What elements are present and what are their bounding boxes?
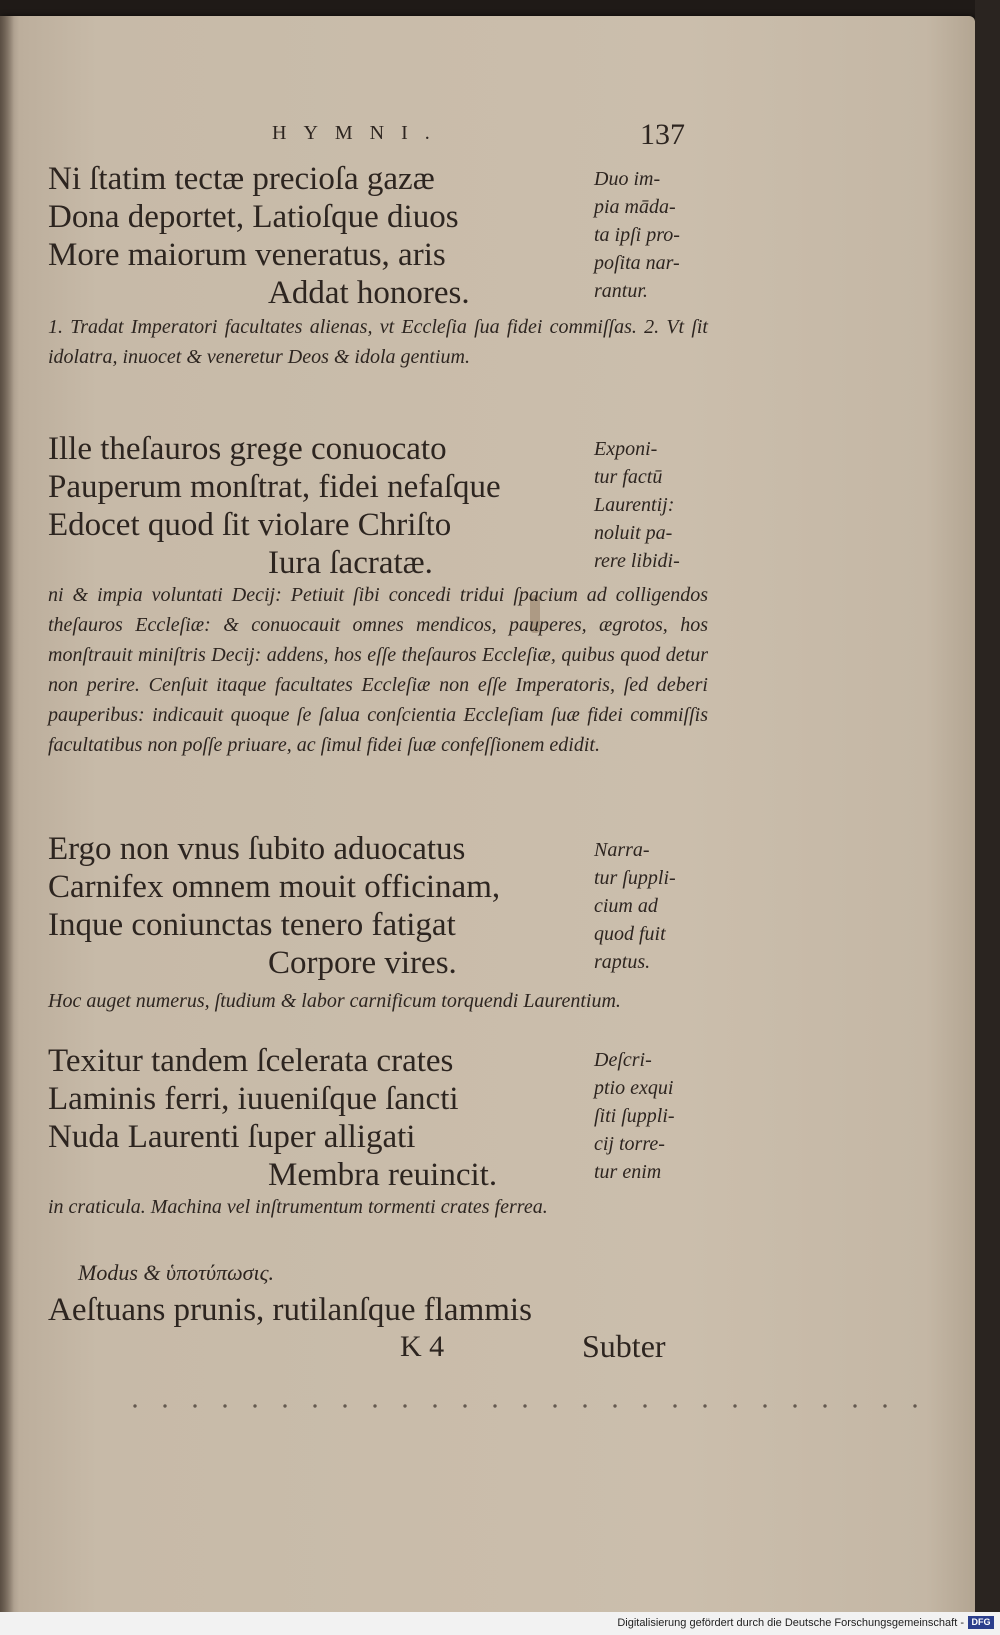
margin-line: Exponi- xyxy=(594,438,658,460)
commentary-4: in craticula. Machina vel inſtrumentum tormenti crates ferrea. xyxy=(48,1196,548,1218)
catchword: Subter xyxy=(582,1328,666,1364)
margin-line: rantur. xyxy=(594,280,648,302)
verse-line: Ni ſtatim tectæ precioſa gazæ xyxy=(48,161,435,197)
page-edge xyxy=(975,0,1000,1612)
footer-credit: Digitalisierung gefördert durch die Deutsche Forschungsgemeinschaft - xyxy=(617,1617,964,1629)
margin-line: Laurentij: xyxy=(594,494,675,516)
stanza-1 xyxy=(48,160,470,312)
commentary-1: 1. Tradat Imperatori facultates alienas, vt Eccleſia ſua fidei commiſſas. 2. Vt ſit idolatra, inuocet & veneretur Deos & idola gentium. xyxy=(48,316,708,368)
verse-line: Membra reuincit. xyxy=(268,1157,498,1193)
margin-note-4 xyxy=(594,1046,694,1186)
verse-line: Edocet quod ſit violare Chriſto xyxy=(48,507,452,543)
verse-line: Carnifex omnem mouit officinam, xyxy=(48,869,501,905)
commentary-2: ni & impia voluntati Decij: Petiuit ſibi concedi tridui ſpacium ad colligendos theſauros Eccleſiæ: & conuocauit omnes mendicos, pauperes, ægrotos, hos monſtrauit miniſtris Decij: addens, hos eſſe theſauros Eccleſiæ, quibus quod detur non perire. Cenſuit itaque facultates Eccleſiæ non eſſe Imperatoris, ſed deberi pauperibus: indicauit quoque ſe ſalua conſcientia Eccleſiam ſuæ fidei commiſſis facultatibus non poſſe priuare, ac ſimul fidei ſuæ confeſſionem edidit. xyxy=(48,584,708,756)
verse-line: Laminis ferri, iuueniſque ſancti xyxy=(48,1081,459,1117)
dotted-rule xyxy=(120,1398,940,1414)
margin-line: tur enim xyxy=(594,1161,662,1183)
greek-note: Modus & ὑποτύπωσις. xyxy=(78,1260,275,1285)
margin-line: poſita nar- xyxy=(594,252,680,274)
margin-line: tur ſuppli- xyxy=(594,867,676,889)
stanza-2 xyxy=(48,430,501,582)
verse-line: Ergo non vnus ſubito aduocatus xyxy=(48,831,466,867)
margin-line: ſiti ſuppli- xyxy=(594,1105,675,1127)
running-head: HYMNI. xyxy=(272,122,447,144)
verse-line: Addat honores. xyxy=(268,275,470,311)
stanza-4 xyxy=(48,1042,497,1194)
margin-line: tur factū xyxy=(594,466,663,488)
verse-line: Iura ſacratæ. xyxy=(268,545,433,581)
verse-line: Dona deportet, Latioſque diuos xyxy=(48,199,459,235)
dfg-logo: DFG xyxy=(968,1616,994,1629)
signature-mark: K 4 xyxy=(400,1330,445,1363)
margin-line: quod fuit xyxy=(594,923,666,945)
margin-line: cij torre- xyxy=(594,1133,665,1155)
margin-line: noluit pa- xyxy=(594,522,673,544)
margin-line: Narra- xyxy=(594,839,650,861)
verse-line: Inque coniunctas tenero fatigat xyxy=(48,907,456,943)
margin-line: raptus. xyxy=(594,951,651,973)
margin-line: pia māda- xyxy=(594,196,676,218)
verse-line: Pauperum monſtrat, fidei nefaſque xyxy=(48,469,501,505)
margin-line: ptio exqui xyxy=(594,1077,674,1099)
verse-line: Texitur tandem ſcelerata crates xyxy=(48,1043,454,1079)
margin-note-3 xyxy=(594,836,694,976)
gutter-shadow xyxy=(0,16,14,1612)
commentary-3: Hoc auget numerus, ſtudium & labor carnificum torquendi Laurentium. xyxy=(48,990,621,1012)
margin-note-1 xyxy=(594,165,694,305)
margin-line: ta ipſi pro- xyxy=(594,224,680,246)
margin-note-2 xyxy=(594,435,694,575)
margin-line: cium ad xyxy=(594,895,658,917)
margin-line: Deſcri- xyxy=(594,1049,652,1071)
stanza-3 xyxy=(48,830,500,982)
verse-line: More maiorum veneratus, aris xyxy=(48,237,446,273)
verse-line-last: Aeſtuans prunis, rutilanſque flammis xyxy=(48,1292,532,1328)
page-number: 137 xyxy=(640,118,685,151)
verse-line: Ille theſauros grege conuocato xyxy=(48,431,447,467)
margin-line: Duo im- xyxy=(594,168,661,190)
margin-line: rere libidi- xyxy=(594,550,680,572)
verse-line: Nuda Laurenti ſuper alligati xyxy=(48,1119,416,1155)
verse-line: Corpore vires. xyxy=(268,945,457,981)
